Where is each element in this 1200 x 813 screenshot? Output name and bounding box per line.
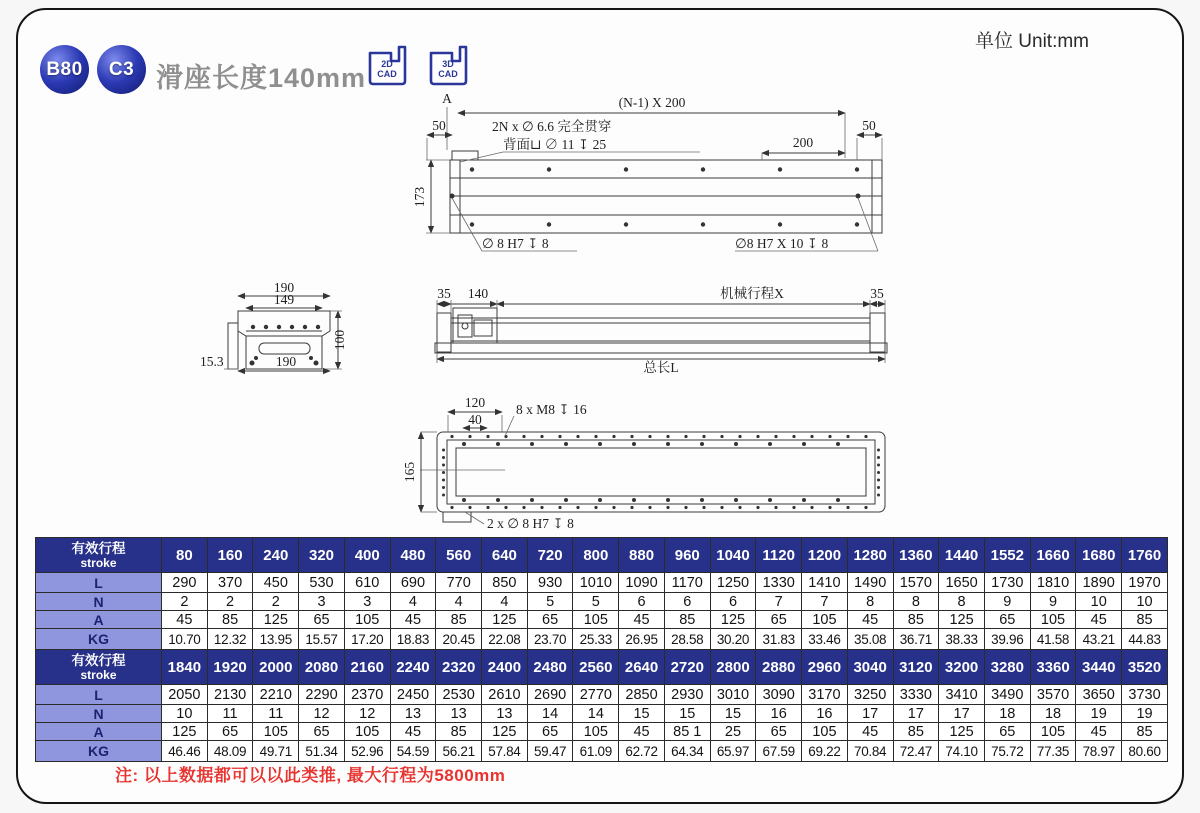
thread-note: 8 x M8 ↧ 16	[516, 402, 587, 417]
spec-value: 22.08	[482, 629, 528, 650]
spec-value: 85	[893, 723, 939, 741]
spec-value: 30.20	[710, 629, 756, 650]
row-label: KG	[36, 741, 162, 762]
stroke-value: 1200	[802, 538, 848, 573]
spec-value: 105	[1030, 611, 1076, 629]
spec-value: 290	[162, 573, 208, 593]
spec-value: 65	[756, 611, 802, 629]
dim-120: 120	[464, 395, 486, 410]
spec-value: 7	[802, 593, 848, 611]
model-badge-b80: B80	[40, 45, 89, 94]
stroke-value: 1040	[710, 538, 756, 573]
spec-value: 2450	[390, 685, 436, 705]
row-label: N	[36, 593, 162, 611]
stroke-value: 560	[436, 538, 482, 573]
spec-value: 3730	[1122, 685, 1168, 705]
stroke-value: 3040	[847, 650, 893, 685]
pin-note: 2 x ∅ 8 H7 ↧ 8	[487, 516, 574, 531]
spec-value: 12	[299, 705, 345, 723]
spec-value: 19	[1122, 705, 1168, 723]
stroke-value: 1280	[847, 538, 893, 573]
spec-row-a	[36, 611, 1168, 629]
spec-value: 1890	[1076, 573, 1122, 593]
spec-value: 6	[710, 593, 756, 611]
spec-value: 105	[344, 611, 390, 629]
spec-value: 3170	[802, 685, 848, 705]
spec-value: 10	[162, 705, 208, 723]
spec-value: 3250	[847, 685, 893, 705]
spec-value: 105	[344, 723, 390, 741]
spec-value: 125	[162, 723, 208, 741]
spec-row-l	[36, 685, 1168, 705]
stroke-value: 80	[162, 538, 208, 573]
spec-value: 31.83	[756, 629, 802, 650]
cad-2d-download-icon[interactable]	[366, 43, 412, 89]
spec-value: 25.33	[573, 629, 619, 650]
spec-value: 2210	[253, 685, 299, 705]
stroke-header-row	[36, 538, 1168, 573]
spec-value: 2770	[573, 685, 619, 705]
page-title: 滑座长度140mm	[156, 63, 367, 93]
hole-note-right: ∅8 H7 X 10 ↧ 8	[735, 236, 829, 251]
spec-value: 85	[436, 611, 482, 629]
row-label: L	[36, 573, 162, 593]
row-label: N	[36, 705, 162, 723]
spec-value: 125	[939, 611, 985, 629]
spec-value: 85	[207, 611, 253, 629]
spec-value: 20.45	[436, 629, 482, 650]
spec-value: 13	[390, 705, 436, 723]
dim-200: 200	[792, 135, 814, 150]
dim-100: 100	[332, 329, 347, 351]
spec-value: 930	[527, 573, 573, 593]
spec-value: 2370	[344, 685, 390, 705]
spec-value: 17	[893, 705, 939, 723]
spec-value: 54.59	[390, 741, 436, 762]
spec-value: 41.58	[1030, 629, 1076, 650]
spec-table-container	[35, 537, 1168, 762]
spec-value: 65	[984, 611, 1030, 629]
stroke-spec-table	[35, 537, 1168, 762]
spec-value: 4	[482, 593, 528, 611]
spec-value: 15.57	[299, 629, 345, 650]
spec-value: 8	[939, 593, 985, 611]
stroke-value: 3440	[1076, 650, 1122, 685]
spec-value: 125	[939, 723, 985, 741]
dim-149: 149	[273, 292, 295, 307]
spec-value: 45	[390, 723, 436, 741]
spec-value: 64.34	[664, 741, 710, 762]
row-label: A	[36, 723, 162, 741]
stroke-value: 1360	[893, 538, 939, 573]
spec-value: 59.47	[527, 741, 573, 762]
spec-value: 17	[939, 705, 985, 723]
spec-value: 370	[207, 573, 253, 593]
spec-value: 2610	[482, 685, 528, 705]
dim-n1-x200: (N-1) X 200	[618, 95, 686, 110]
spec-value: 65	[299, 723, 345, 741]
hole-callout-line1: 2N x ∅ 6.6 完全贯穿	[492, 119, 612, 134]
spec-value: 14	[573, 705, 619, 723]
spec-value: 13.95	[253, 629, 299, 650]
spec-value: 8	[893, 593, 939, 611]
spec-value: 690	[390, 573, 436, 593]
cad-2d-label-line2: CAD	[377, 69, 397, 79]
spec-value: 9	[1030, 593, 1076, 611]
spec-value: 18	[984, 705, 1030, 723]
stroke-value: 3360	[1030, 650, 1076, 685]
spec-value: 85	[664, 611, 710, 629]
dim-35-right: 35	[870, 286, 884, 301]
stroke-value: 800	[573, 538, 619, 573]
stroke-value: 2160	[344, 650, 390, 685]
spec-value: 15	[664, 705, 710, 723]
spec-value: 105	[1030, 723, 1076, 741]
spec-value: 770	[436, 573, 482, 593]
spec-value: 450	[253, 573, 299, 593]
cad-3d-label-line2: CAD	[438, 69, 458, 79]
total-length-label: 总长L	[643, 360, 679, 375]
spec-value: 45	[847, 611, 893, 629]
spec-value: 69.22	[802, 741, 848, 762]
spec-value: 45	[847, 723, 893, 741]
spec-value: 1170	[664, 573, 710, 593]
spec-value: 67.59	[756, 741, 802, 762]
spec-value: 16	[756, 705, 802, 723]
spec-value: 3570	[1030, 685, 1076, 705]
dim-50-left: 50	[432, 118, 446, 133]
stroke-value: 2720	[664, 650, 710, 685]
dim-190-top: 190	[273, 280, 295, 295]
spec-value: 105	[573, 723, 619, 741]
spec-value: 56.21	[436, 741, 482, 762]
stroke-header-label: 有效行程 stroke	[36, 538, 162, 573]
spec-value: 1330	[756, 573, 802, 593]
spec-value: 16	[802, 705, 848, 723]
spec-value: 1010	[573, 573, 619, 593]
spec-value: 52.96	[344, 741, 390, 762]
spec-value: 4	[390, 593, 436, 611]
spec-value: 1090	[619, 573, 665, 593]
spec-value: 48.09	[207, 741, 253, 762]
spec-value: 46.46	[162, 741, 208, 762]
stroke-value: 480	[390, 538, 436, 573]
stroke-value: 3280	[984, 650, 1030, 685]
stroke-value: 2480	[527, 650, 573, 685]
stroke-value: 1552	[984, 538, 1030, 573]
stroke-value: 2960	[802, 650, 848, 685]
spec-value: 43.21	[1076, 629, 1122, 650]
spec-value: 5	[527, 593, 573, 611]
spec-value: 45	[619, 611, 665, 629]
spec-value: 11	[207, 705, 253, 723]
spec-value: 1250	[710, 573, 756, 593]
stroke-value: 400	[344, 538, 390, 573]
spec-row-n	[36, 593, 1168, 611]
series-badge-c3: C3	[97, 45, 146, 94]
spec-value: 3410	[939, 685, 985, 705]
spec-value: 12	[344, 705, 390, 723]
stroke-value: 1120	[756, 538, 802, 573]
spec-value: 44.83	[1122, 629, 1168, 650]
spec-value: 2850	[619, 685, 665, 705]
stroke-value: 160	[207, 538, 253, 573]
spec-value: 65	[984, 723, 1030, 741]
dim-A: A	[442, 91, 452, 106]
stroke-value: 720	[527, 538, 573, 573]
hole-note-left: ∅ 8 H7 ↧ 8	[482, 236, 549, 251]
spec-value: 6	[664, 593, 710, 611]
spec-value: 45	[619, 723, 665, 741]
spec-value: 85 1	[664, 723, 710, 741]
spec-row-a	[36, 723, 1168, 741]
spec-value: 45	[390, 611, 436, 629]
spec-value: 2050	[162, 685, 208, 705]
spec-value: 85	[436, 723, 482, 741]
stroke-value: 880	[619, 538, 665, 573]
stroke-header-label: 有效行程 stroke	[36, 650, 162, 685]
spec-value: 7	[756, 593, 802, 611]
spec-value: 18.83	[390, 629, 436, 650]
spec-value: 85	[893, 611, 939, 629]
row-label: A	[36, 611, 162, 629]
spec-value: 3	[299, 593, 345, 611]
spec-value: 2130	[207, 685, 253, 705]
spec-value: 530	[299, 573, 345, 593]
spec-value: 19	[1076, 705, 1122, 723]
spec-row-l	[36, 573, 1168, 593]
unit-label: 单位 Unit:mm	[975, 31, 1090, 52]
spec-value: 1730	[984, 573, 1030, 593]
spec-row-kg	[36, 629, 1168, 650]
spec-value: 49.71	[253, 741, 299, 762]
spec-value: 18	[1030, 705, 1076, 723]
spec-value: 85	[1122, 723, 1168, 741]
spec-value: 65	[299, 611, 345, 629]
spec-value: 1570	[893, 573, 939, 593]
row-label: KG	[36, 629, 162, 650]
spec-value: 17	[847, 705, 893, 723]
spec-value: 3090	[756, 685, 802, 705]
spec-value: 3330	[893, 685, 939, 705]
spec-value: 850	[482, 573, 528, 593]
spec-value: 77.35	[1030, 741, 1076, 762]
stroke-value: 2560	[573, 650, 619, 685]
stroke-value: 2240	[390, 650, 436, 685]
stroke-header-row	[36, 650, 1168, 685]
spec-value: 15	[619, 705, 665, 723]
stroke-value: 2400	[482, 650, 528, 685]
spec-value: 8	[847, 593, 893, 611]
hole-callout-line2: 背面⊔ ∅ 11 ↧ 25	[503, 137, 607, 152]
spec-value: 28.58	[664, 629, 710, 650]
spec-value: 70.84	[847, 741, 893, 762]
spec-value: 3010	[710, 685, 756, 705]
footnote: 注: 以上数据都可以以此类推, 最大行程为5800mm	[115, 766, 506, 785]
stroke-value: 1760	[1122, 538, 1168, 573]
spec-value: 2930	[664, 685, 710, 705]
spec-value: 4	[436, 593, 482, 611]
spec-value: 74.10	[939, 741, 985, 762]
spec-value: 62.72	[619, 741, 665, 762]
stroke-value: 1660	[1030, 538, 1076, 573]
stroke-value: 2000	[253, 650, 299, 685]
stroke-value: 640	[482, 538, 528, 573]
stroke-value: 2800	[710, 650, 756, 685]
spec-value: 65.97	[710, 741, 756, 762]
spec-value: 105	[802, 611, 848, 629]
spec-value: 45	[162, 611, 208, 629]
dim-50-right: 50	[862, 118, 876, 133]
cad-2d-label-line1: 2D	[381, 59, 393, 69]
spec-value: 38.33	[939, 629, 985, 650]
spec-value: 23.70	[527, 629, 573, 650]
dim-165: 165	[402, 461, 417, 483]
spec-value: 26.95	[619, 629, 665, 650]
spec-value: 2	[253, 593, 299, 611]
spec-value: 11	[253, 705, 299, 723]
spec-value: 65	[756, 723, 802, 741]
stroke-value: 320	[299, 538, 345, 573]
stroke-value: 1920	[207, 650, 253, 685]
spec-value: 125	[710, 611, 756, 629]
spec-value: 1410	[802, 573, 848, 593]
spec-value: 75.72	[984, 741, 1030, 762]
dim-190-bottom: 190	[275, 354, 297, 369]
spec-value: 39.96	[984, 629, 1030, 650]
mechanical-stroke-label: 机械行程X	[720, 286, 784, 301]
spec-value: 3490	[984, 685, 1030, 705]
spec-value: 125	[482, 723, 528, 741]
spec-value: 51.34	[299, 741, 345, 762]
spec-value: 9	[984, 593, 1030, 611]
spec-value: 65	[207, 723, 253, 741]
spec-value: 14	[527, 705, 573, 723]
spec-value: 85	[1122, 611, 1168, 629]
stroke-value: 3520	[1122, 650, 1168, 685]
stroke-value: 3120	[893, 650, 939, 685]
spec-value: 80.60	[1122, 741, 1168, 762]
spec-value: 2690	[527, 685, 573, 705]
stroke-value: 2880	[756, 650, 802, 685]
spec-value: 105	[802, 723, 848, 741]
spec-value: 65	[527, 723, 573, 741]
spec-value: 72.47	[893, 741, 939, 762]
dim-15-3: 15.3	[200, 354, 224, 369]
spec-value: 12.32	[207, 629, 253, 650]
spec-value: 2530	[436, 685, 482, 705]
spec-value: 65	[527, 611, 573, 629]
spec-value: 105	[573, 611, 619, 629]
spec-value: 1650	[939, 573, 985, 593]
spec-value: 13	[482, 705, 528, 723]
stroke-value: 1840	[162, 650, 208, 685]
spec-value: 125	[482, 611, 528, 629]
spec-value: 125	[253, 611, 299, 629]
spec-value: 36.71	[893, 629, 939, 650]
spec-value: 78.97	[1076, 741, 1122, 762]
stroke-value: 2640	[619, 650, 665, 685]
spec-value: 6	[619, 593, 665, 611]
spec-value: 25	[710, 723, 756, 741]
cad-3d-label-line1: 3D	[442, 59, 454, 69]
spec-value: 2	[207, 593, 253, 611]
spec-value: 3	[344, 593, 390, 611]
spec-value: 10.70	[162, 629, 208, 650]
spec-value: 2	[162, 593, 208, 611]
spec-value: 610	[344, 573, 390, 593]
spec-value: 105	[253, 723, 299, 741]
spec-value: 45	[1076, 723, 1122, 741]
spec-value: 45	[1076, 611, 1122, 629]
spec-value: 3650	[1076, 685, 1122, 705]
dim-140: 140	[467, 286, 489, 301]
dim-40: 40	[468, 412, 482, 427]
spec-value: 1970	[1122, 573, 1168, 593]
stroke-value: 240	[253, 538, 299, 573]
spec-value: 13	[436, 705, 482, 723]
spec-row-kg	[36, 741, 1168, 762]
spec-value: 17.20	[344, 629, 390, 650]
spec-value: 15	[710, 705, 756, 723]
dim-173: 173	[412, 186, 427, 208]
stroke-value: 1680	[1076, 538, 1122, 573]
spec-value: 33.46	[802, 629, 848, 650]
spec-value: 2290	[299, 685, 345, 705]
row-label: L	[36, 685, 162, 705]
stroke-value: 3200	[939, 650, 985, 685]
dim-35-left: 35	[437, 286, 451, 301]
spec-value: 61.09	[573, 741, 619, 762]
stroke-value: 1440	[939, 538, 985, 573]
spec-value: 1810	[1030, 573, 1076, 593]
cad-3d-download-icon[interactable]	[427, 43, 473, 89]
spec-value: 1490	[847, 573, 893, 593]
spec-row-n	[36, 705, 1168, 723]
stroke-value: 2080	[299, 650, 345, 685]
stroke-value: 2320	[436, 650, 482, 685]
stroke-value: 960	[664, 538, 710, 573]
spec-value: 35.08	[847, 629, 893, 650]
spec-value: 57.84	[482, 741, 528, 762]
spec-value: 10	[1122, 593, 1168, 611]
spec-value: 5	[573, 593, 619, 611]
spec-value: 10	[1076, 593, 1122, 611]
